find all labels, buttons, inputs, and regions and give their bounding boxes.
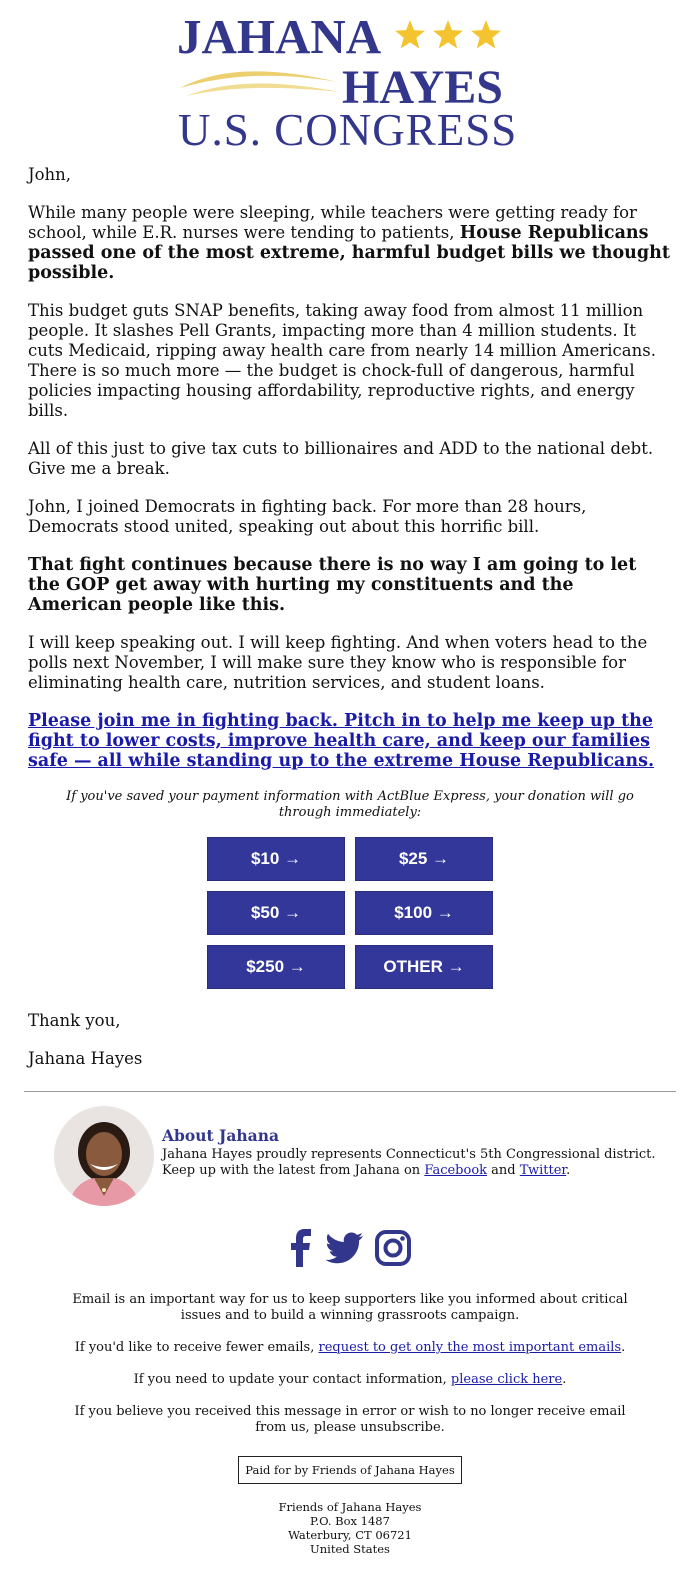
address-line: Friends of Jahana Hayes [278,1500,422,1514]
instagram-icon[interactable] [373,1228,413,1268]
logo-stars [392,18,504,52]
logo-swoosh [178,62,343,102]
paragraph-4: John, I joined Democrats in fighting back. For more than 28 hours, Democrats stood united, speaking out about this horrific bill. [28,497,587,536]
twitter-icon[interactable] [325,1228,365,1268]
about-period: . [566,1163,571,1178]
twitter-link[interactable]: Twitter [519,1163,567,1178]
paragraph-6: I will keep speaking out. I will keep fighting. And when voters head to the polls next November, I will make sure they know who is responsible for eliminating health care, nutrition services, and student loans. [28,633,648,692]
paragraph-5-bold: That fight continues because there is no way I am going to let the GOP get away with hurting my constituents and the American people like this. [28,555,637,615]
donate-other-button[interactable]: OTHER → [355,945,493,989]
logo-first-name: JAHANA [177,9,382,64]
about-text [162,1106,656,1179]
footer-paragraph-4: If you believe you received this message in error or wish to no longer receive email from us, please unsubscribe. [74,1404,626,1435]
address-line: Waterbury, CT 06721 [288,1528,412,1542]
about-line-1: Jahana Hayes proudly represents Connecticut's 5th Congressional district. [162,1147,656,1162]
star-icon [430,18,466,52]
signoff [0,1011,700,1069]
campaign-logo [0,0,700,165]
star-icon [392,18,428,52]
social-icons [0,1228,700,1268]
avatar [54,1106,154,1206]
facebook-icon[interactable] [287,1228,317,1268]
update-contact-link[interactable]: please click here [450,1372,563,1387]
star-icon [468,18,504,52]
about-title: About Jahana [162,1126,280,1145]
paragraph-1-bold: House Republicans passed one of the most extreme, harmful budget bills we thought possible. [28,223,670,283]
actblue-express-note: If you've saved your payment information with ActBlue Express, your donation will go through immediately: [66,789,634,820]
donate-10-button[interactable]: $10 → [207,837,345,881]
about-section [0,1092,700,1206]
email-footer [0,1292,700,1556]
footer-paragraph-1: Email is an important way for us to keep supporters like you informed about critical issues and to build a winning grassroots campaign. [72,1292,628,1323]
footer-paragraph-2 [60,1340,640,1356]
footer-p2-text: If you'd like to receive fewer emails, [74,1340,319,1355]
greeting: John, [28,165,72,184]
logo-office: U.S. CONGRESS [178,105,518,155]
donate-25-button[interactable]: $25 → [355,837,493,881]
about-and: and [487,1163,520,1178]
about-line-2 [162,1163,656,1179]
footer-p2-period: . [621,1340,626,1355]
email-body [0,165,700,771]
donate-cta-link[interactable]: Please join me in fighting back. Pitch in to help me keep up the fight to lower costs, improve health care, and keep our families safe — all while standing up to the extreme House Republicans. [28,711,655,771]
paragraph-1-text: While many people were sleeping, while teachers were getting ready for school, while E.R. nurses were tending to patients, [28,203,637,242]
donate-50-button[interactable]: $50 → [207,891,345,935]
paragraph-3: All of this just to give tax cuts to billionaires and ADD to the national debt. Give me a break. [28,439,654,478]
donate-250-button[interactable]: $250 → [207,945,345,989]
paid-for-disclaimer: Paid for by Friends of Jahana Hayes [238,1456,461,1484]
mailing-address [60,1500,640,1556]
signature: Jahana Hayes [28,1049,143,1068]
footer-p3-period: . [562,1372,567,1387]
donation-buttons [0,837,700,989]
paragraph-2: This budget guts SNAP benefits, taking away food from almost 11 million people. It slashes Pell Grants, impacting more than 4 million students. It cuts Medicaid, ripping away health care from nearly 14 million Americans. There is so much more — the budget is chock-full of dangerous, harmful policies impacting housing affordability, reproductive rights, and energy bills. [28,301,656,420]
address-line: United States [310,1542,390,1556]
about-line-2-text: Keep up with the latest from Jahana on [162,1163,425,1178]
address-line: P.O. Box 1487 [310,1514,390,1528]
donate-100-button[interactable]: $100 → [355,891,493,935]
footer-paragraph-3 [60,1372,640,1388]
facebook-link[interactable]: Facebook [424,1163,488,1178]
paragraph-1 [28,203,672,283]
logo-last-name: HAYES [342,61,503,114]
signoff-text: Thank you, [28,1011,121,1030]
footer-p3-text: If you need to update your contact information, [133,1372,451,1387]
cta-paragraph [28,711,672,771]
fewer-emails-link[interactable]: request to get only the most important emails [318,1340,622,1355]
